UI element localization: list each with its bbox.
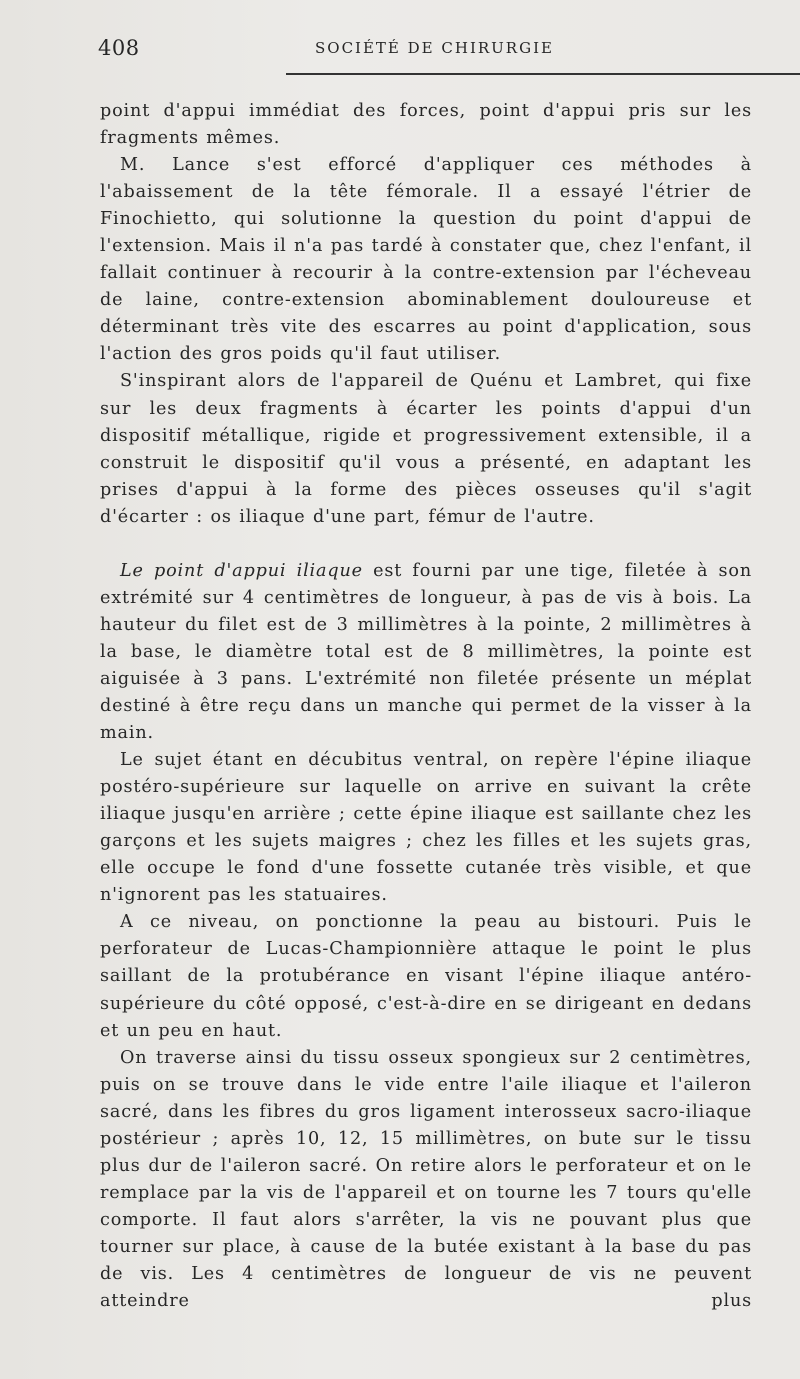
paragraph-4-text: est fourni par une tige, filetée à son extrémité sur 4 centimètres de longueur, à pas de vis à bois. La hauteur du filet est de 3 millimètres à la pointe, 2 millimètres à la base, le diamètre total est de 8 millimètres, la pointe est aiguisée à 3 pans. L'extrémité non filetée présente un méplat destiné à être reçu dans un manche qui permet de la visser à la main. [100,560,752,744]
paragraph-5: Le sujet étant en décubitus ventral, on repère l'épine iliaque postéro-supérieure sur laquelle on arrive en suivant la crête iliaque jusqu'en arrière ; cette épine iliaque est saillante chez les garçons et les sujets maigres ; chez les filles et les sujets gras, elle occupe le fond d'une fossette cutanée très visible, et que n'ignorent pas les statuaires. [100,750,752,906]
page-number: 408 [98,36,140,60]
paragraph-6: A ce niveau, on ponctionne la peau au bistouri. Puis le perforateur de Lucas-Championnière attaque le point le plus saillant de la protubérance en visant l'épine iliaque antéro-supérieure du côté opposé, c'est-à-dire en se dirigeant en dedans et un peu en haut. [100,912,752,1041]
body-text [100,98,752,1315]
paragraph-4 [100,558,752,747]
paragraph-3: S'inspirant alors de l'appareil de Quénu et Lambret, qui fixe sur les deux fragments à écarter les points d'appui d'un dispositif métallique, rigide et progressivement extensible, il a construit le dispositif qu'il vous a présenté, en adaptant les prises d'appui à la forme des pièces osseuses qu'il s'agit d'écarter : os iliaque d'une part, fémur de l'autre. [100,371,752,527]
paragraph-7: On traverse ainsi du tissu osseux spongieux sur 2 centimètres, puis on se trouve dans le vide entre l'aile iliaque et l'aileron sacré, dans les fibres du gros ligament interosseux sacro-iliaque postérieur ; après 10, 12, 15 millimètres, on bute sur le tissu plus dur de l'aileron sacré. On retire alors le perforateur et on le remplace par la vis de l'appareil et on tourne les 7 tours qu'elle comporte. Il faut alors s'arrêter, la vis ne pouvant plus que tourner sur place, à cause de la butée existant à la base du pas de vis. Les 4 centimètres de longueur de vis ne peuvent atteindre plus [100,1047,752,1312]
header-rule [286,73,800,75]
italic-lead: Le point d'appui iliaque [120,560,363,581]
running-head: SOCIÉTÉ DE CHIRURGIE [315,39,554,57]
paragraph-1: point d'appui immédiat des forces, point d'appui pris sur les fragments mêmes. [100,101,752,149]
paragraph-2: M. Lance s'est efforcé d'appliquer ces méthodes à l'abaissement de la tête fémorale. Il a essayé l'étrier de Finochietto, qui solutionne la question du point d'appui de l'extension. Mais il n'a pas tardé à constater que, chez l'enfant, il fallait continuer à recourir à la contre-extension par l'écheveau de laine, contre-extension abominablement douloureuse et déterminant très vite des escarres au point d'application, sous l'action des gros poids qu'il faut utiliser. [100,155,752,365]
page-header [100,0,752,66]
